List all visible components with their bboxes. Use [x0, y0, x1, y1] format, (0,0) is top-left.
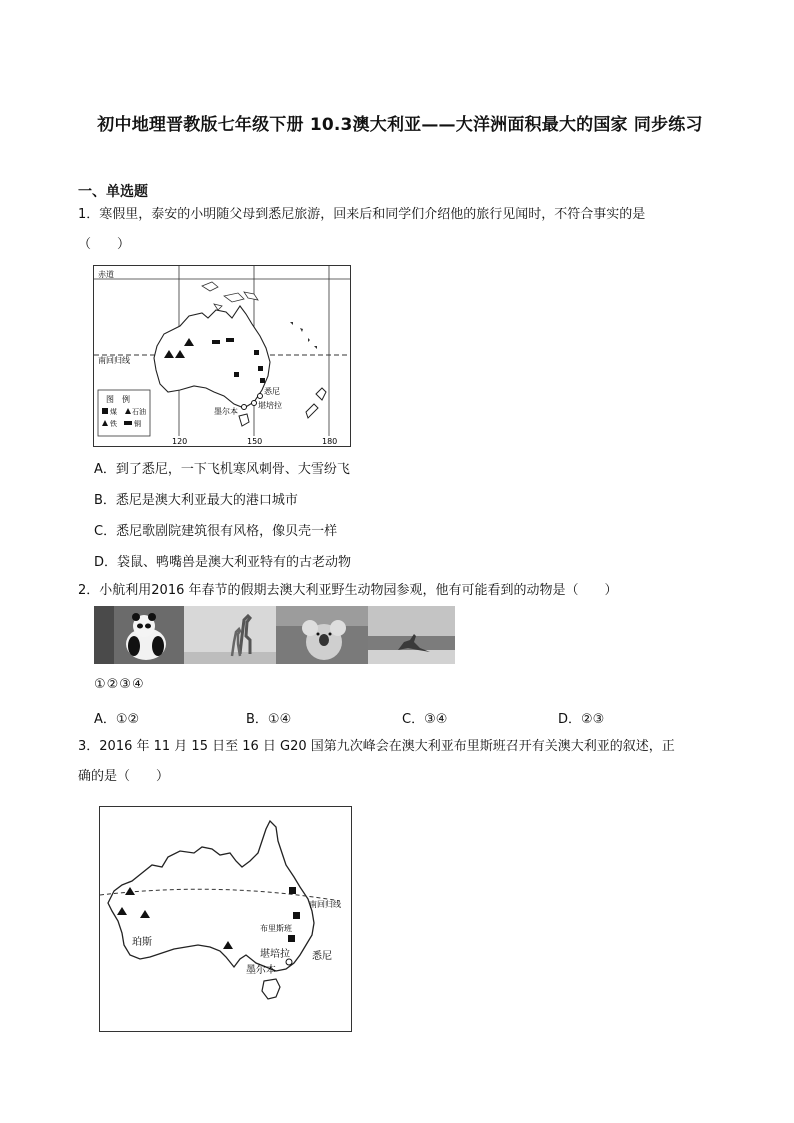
equator-label: 赤道 — [98, 270, 114, 279]
tropic-label: 南回归线 — [309, 900, 341, 909]
pacific-islands — [290, 322, 317, 349]
tasmania — [262, 979, 280, 999]
legend-copper-label: 铜 — [134, 420, 141, 428]
canberra-dot — [252, 401, 257, 406]
q1-option-d[interactable]: D．袋鼠、鸭嘴兽是澳大利亚特有的古老动物 — [94, 555, 352, 570]
canberra-label: 堪培拉 — [258, 401, 282, 410]
sydney-dot — [258, 394, 263, 399]
q1-map-graphic — [94, 266, 350, 446]
legend-iron-label: 铁 — [110, 420, 117, 428]
tasmania — [239, 414, 249, 426]
coal-marker — [288, 935, 295, 942]
longitude-120: 120 — [172, 437, 188, 446]
northern-islands — [202, 282, 258, 310]
question-2-stem: 2．小航利用2016 年春节的假期去澳大利亚野生动物园参观，他有可能看到的动物是（ ） — [78, 583, 618, 598]
coal-marker — [260, 378, 265, 383]
longitude-180: 180 — [322, 437, 338, 446]
q1-option-b[interactable]: B．悉尼是澳大利亚最大的港口城市 — [94, 493, 298, 508]
melbourne-dot — [242, 405, 247, 410]
q2-option-b[interactable]: B．①④ — [246, 712, 292, 727]
q2-option-d[interactable]: D．②③ — [558, 712, 605, 727]
copper-marker — [212, 340, 220, 344]
q3-australia-map — [99, 806, 352, 1032]
new-zealand — [306, 388, 326, 418]
question-1-stem — [78, 200, 728, 260]
coal-marker — [258, 366, 263, 371]
question-3-stem — [78, 732, 728, 792]
tropic-label: 南回归线 — [98, 356, 130, 365]
sydney-label: 悉尼 — [312, 951, 332, 962]
question-3-stem-line2: 确的是（ ） — [78, 769, 170, 784]
coal-marker — [289, 887, 296, 894]
copper-marker — [226, 338, 234, 342]
giraffe-photo — [184, 606, 276, 664]
perth-label: 珀斯 — [132, 937, 152, 948]
question-1-stem-line2: （ ） — [78, 237, 131, 252]
koala-photo — [276, 606, 368, 664]
coal-marker — [234, 372, 239, 377]
canberra-label: 堪培拉 — [260, 949, 290, 960]
q3-map-graphic — [100, 807, 351, 1031]
legend-coal-symbol — [102, 408, 108, 414]
coal-marker — [293, 912, 300, 919]
brisbane-label: 布里斯班 — [260, 924, 292, 933]
legend-oil-label: 石油 — [132, 408, 146, 416]
legend-title: 图 例 — [106, 395, 130, 404]
q1-australia-map — [93, 265, 351, 447]
q2-image-labels: ①②③④ — [94, 677, 145, 692]
kangaroo-photo — [368, 606, 455, 664]
question-3-stem-line1: 3．2016 年 11 月 15 日至 16 日 G20 国第九次峰会在澳大利亚布里斯班召开有关澳大利亚的叙述，正 — [78, 739, 675, 754]
panda-photo — [94, 606, 184, 664]
longitude-150: 150 — [247, 437, 263, 446]
legend-coal-label: 煤 — [110, 408, 117, 416]
section-heading: 一、单选题 — [78, 184, 148, 200]
melbourne-label: 墨尔本 — [246, 965, 276, 976]
legend-copper-symbol — [124, 421, 132, 425]
q1-option-c[interactable]: C．悉尼歌剧院建筑很有风格，像贝壳一样 — [94, 524, 338, 539]
q1-option-a[interactable]: A．到了悉尼，一下飞机寒风刺骨、大雪纷飞 — [94, 462, 350, 477]
q2-option-a[interactable]: A．①② — [94, 712, 140, 727]
sydney-label: 悉尼 — [264, 387, 280, 396]
coal-marker — [254, 350, 259, 355]
q2-option-c[interactable]: C．③④ — [402, 712, 448, 727]
melbourne-label: 墨尔本 — [214, 407, 238, 416]
document-title: 初中地理晋教版七年级下册 10.3澳大利亚——大洋洲面积最大的国家 同步练习 — [97, 115, 703, 135]
question-1-stem-line1: 1．寒假里，泰安的小明随父母到悉尼旅游，回来后和同学们介绍他的旅行见闻时，不符合事实的是 — [78, 207, 646, 222]
